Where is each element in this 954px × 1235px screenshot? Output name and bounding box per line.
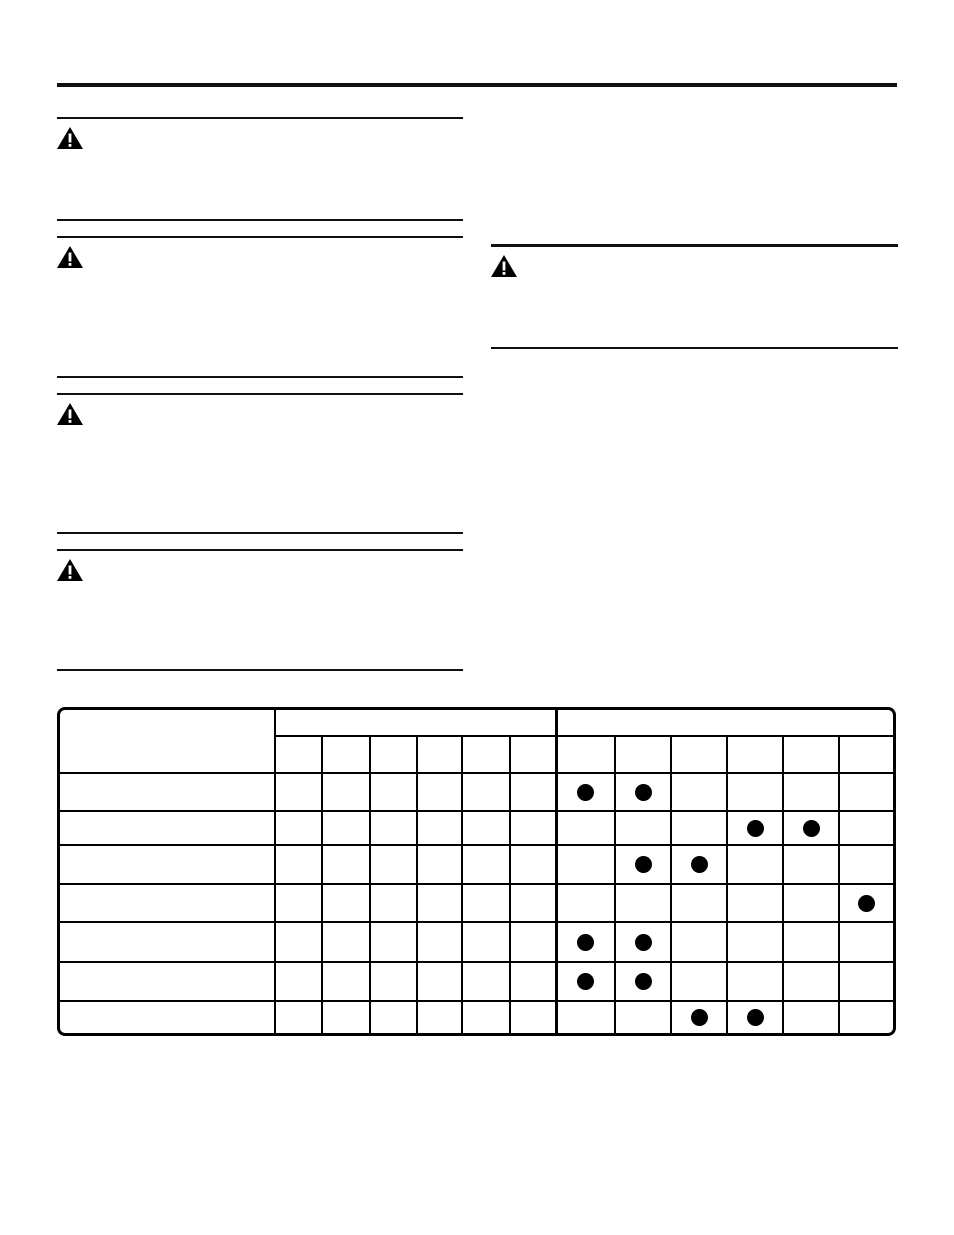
column-divider-7 bbox=[614, 736, 616, 1036]
application-mark-dot bbox=[635, 784, 652, 801]
application-mark-dot bbox=[747, 1009, 764, 1026]
warning-2-bottom-rule bbox=[57, 376, 463, 378]
column-divider-11 bbox=[838, 736, 840, 1036]
row-divider-3 bbox=[60, 883, 896, 885]
row-divider-1 bbox=[60, 810, 896, 812]
column-divider-4 bbox=[461, 736, 463, 1036]
application-mark-dot bbox=[577, 973, 594, 990]
warning-4-icon bbox=[56, 558, 84, 582]
warning-1-top-rule bbox=[57, 117, 463, 119]
warning-right-top-rule bbox=[491, 244, 898, 247]
column-divider-2 bbox=[369, 736, 371, 1036]
warning-right-icon bbox=[490, 254, 518, 278]
application-mark-dot bbox=[577, 934, 594, 951]
application-mark-dot bbox=[635, 856, 652, 873]
warning-4-bottom-rule bbox=[57, 669, 463, 671]
warning-3-icon bbox=[56, 402, 84, 426]
row-divider-2 bbox=[60, 844, 896, 846]
application-mark-dot bbox=[635, 934, 652, 951]
warning-3-top-rule bbox=[57, 393, 463, 395]
label-column-divider bbox=[274, 710, 276, 1036]
row-divider-4 bbox=[60, 921, 896, 923]
row-divider-6 bbox=[60, 1000, 896, 1002]
column-divider-10 bbox=[782, 736, 784, 1036]
column-divider-3 bbox=[416, 736, 418, 1036]
application-mark-dot bbox=[691, 1009, 708, 1026]
column-divider-1 bbox=[321, 736, 323, 1036]
warning-right-bottom-rule bbox=[491, 347, 898, 349]
warning-2-top-rule bbox=[57, 236, 463, 238]
application-chart-table bbox=[57, 707, 896, 1036]
application-mark-dot bbox=[691, 856, 708, 873]
application-mark-dot bbox=[577, 784, 594, 801]
row-divider-0 bbox=[60, 772, 896, 774]
application-mark-dot bbox=[635, 973, 652, 990]
application-mark-dot bbox=[803, 820, 820, 837]
column-divider-9 bbox=[726, 736, 728, 1036]
row-divider-5 bbox=[60, 961, 896, 963]
header-rule bbox=[57, 83, 897, 87]
application-mark-dot bbox=[858, 895, 875, 912]
warning-1-icon bbox=[56, 126, 84, 150]
column-divider-8 bbox=[670, 736, 672, 1036]
application-mark-dot bbox=[747, 820, 764, 837]
warning-3-bottom-rule bbox=[57, 532, 463, 534]
warning-2-icon bbox=[56, 245, 84, 269]
group-divider bbox=[555, 710, 558, 1036]
warning-1-bottom-rule bbox=[57, 219, 463, 221]
column-divider-5 bbox=[509, 736, 511, 1036]
warning-4-top-rule bbox=[57, 549, 463, 551]
